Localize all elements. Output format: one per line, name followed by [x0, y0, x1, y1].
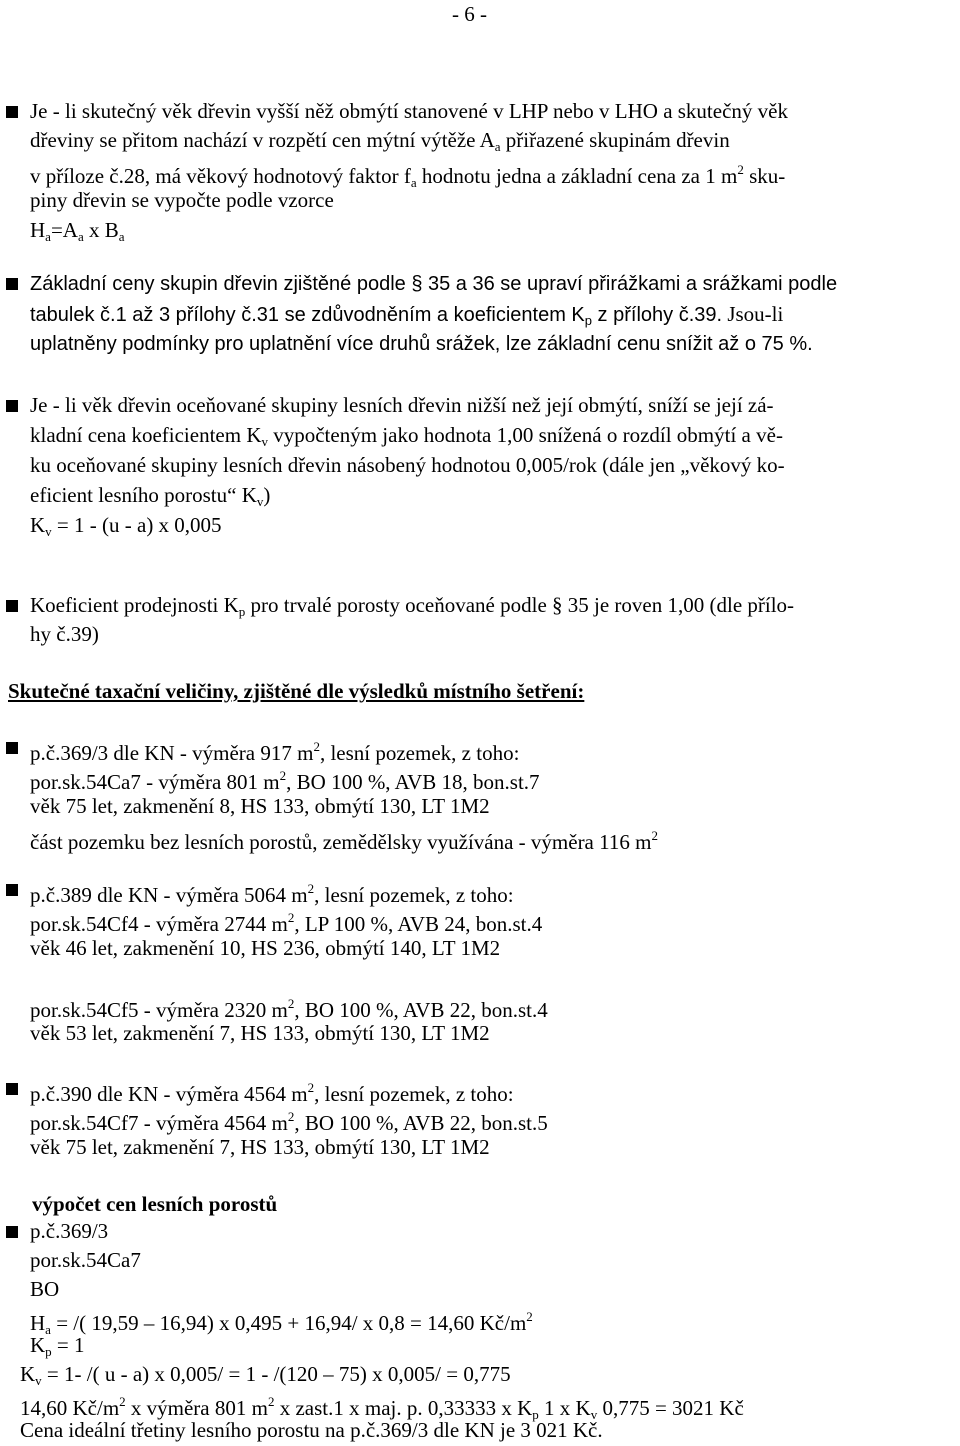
paragraph-2-line-1: Základní ceny skupin dřevin zjištěné podle § 35 a 36 se upraví přirážkami a srážkami podle — [30, 273, 838, 295]
calc-final-price: Cena ideální třetiny lesního porostu na p.č.369/3 dle KN je 3 021 Kč. — [20, 1418, 603, 1442]
calc-ha-formula: $H_a$ = /( 19,59 – 16,94) x 0,495 + 16,94/ x 0,8 = 14,60 $Kč/m^2$ — [30, 1309, 533, 1337]
calc-kv-formula: $K_v = 1-$ /( u - a) x 0,005/ = 1 - /(120 – 75) x 0,005/ = 0,775 — [20, 1362, 511, 1388]
calc-parcel: p.č.369/3 — [30, 1219, 109, 1243]
item-2-line-1: p.č.389 dle KN - výměra 5064 $m^2$, lesní pozemek, z toho: — [30, 881, 514, 907]
item-1-line-2: por.sk.54Ca7 - výměra 801 $m^2$, BO 100 %, AVB 18, bon.st.7 — [30, 768, 540, 794]
item-3-line-3: věk 75 let, zakmenění 7, HS 133, obmýtí 130, LT 1M2 — [30, 1135, 490, 1159]
paragraph-4-line-1: Koeficient prodejnosti $K_p$ pro trvalé porosty oceňované podle § 35 je roven 1,00 (dle přílo- — [30, 593, 795, 619]
paragraph-4-line-2: hy č.39) — [30, 622, 99, 646]
bullet-icon — [6, 278, 18, 290]
paragraph-1-line-1: Je - li skutečný věk dřevin vyšší něž obmýtí stanovené v LHP nebo v LHO a skutečný věk — [30, 99, 788, 123]
calc-kp-formula: $K_p = 1$ — [30, 1333, 85, 1359]
bullet-icon — [6, 106, 18, 118]
calc-stand: por.sk.54Ca7 — [30, 1248, 141, 1272]
bullet-icon — [6, 600, 18, 612]
item-1-line-4: část pozemku bez lesních porostů, zemědělsky využívána - výměra 116 $m^2$ — [30, 828, 658, 854]
bullet-icon — [6, 400, 18, 412]
bullet-icon — [6, 1083, 18, 1095]
paragraph-1-line-4: piny dřevin se vypočte podle vzorce — [30, 188, 334, 212]
item-2-line-5: věk 53 let, zakmenění 7, HS 133, obmýtí 130, LT 1M2 — [30, 1021, 490, 1045]
calc-heading: výpočet cen lesních porostů — [32, 1192, 278, 1216]
paragraph-3-line-4: eficient lesního porostu“ $K_v$) — [30, 483, 271, 509]
calc-result: 14,60 $Kč/m^2$ x výměra 801 $m^2$ x zast.1 x maj. p. 0,33333 x $K_p$ 1 x $K_v$ 0,775 = 3021 Kč — [20, 1394, 744, 1422]
paragraph-2-line-2: tabulek č.1 až 3 přílohy č.31 se zdůvodněním a koeficientem $K_p$ z přílohy č.39. Jsou-li — [30, 302, 784, 328]
item-2-line-4: por.sk.54Cf5 - výměra 2320 $m^2$, BO 100 %, AVB 22, bon.st.4 — [30, 996, 548, 1022]
paragraph-3-line-1: Je - li věk dřevin oceňované skupiny lesních dřevin nižší než její obmýtí, sníží se její zá- — [30, 393, 774, 417]
formula-kv: $K_v = 1 - (u - a)$ x 0,005 — [30, 513, 222, 539]
bullet-icon — [6, 742, 18, 754]
paragraph-3-line-3: ku oceňované skupiny lesních dřevin násobený hodnotou 0,005/rok (dále jen „věkový ko- — [30, 453, 785, 477]
item-3-line-2: por.sk.54Cf7 - výměra 4564 $m^2$, BO 100 %, AVB 22, bon.st.5 — [30, 1109, 548, 1135]
item-2-line-3: věk 46 let, zakmenění 10, HS 236, obmýtí 140, LT 1M2 — [30, 936, 501, 960]
calc-species: BO — [30, 1277, 60, 1301]
paragraph-1-line-3: v příloze č.28, má věkový hodnotový faktor $f_a$ hodnotu jedna a základní cena za 1 $m^2$ sku- — [30, 162, 786, 190]
paragraph-2-line-3: uplatněny podmínky pro uplatnění více druhů srážek, lze základní cenu snížit až o 75 %. — [30, 333, 813, 355]
item-1-line-1: p.č.369/3 dle KN - výměra 917 $m^2$, lesní pozemek, z toho: — [30, 739, 520, 765]
bullet-icon — [6, 884, 18, 896]
item-3-line-1: p.č.390 dle KN - výměra 4564 $m^2$, lesní pozemek, z toho: — [30, 1080, 514, 1106]
paragraph-1-line-2: dřeviny se přitom nachází v rozpětí cen mýtní výtěže $A_a$ přiřazené skupinám dřevin — [30, 128, 730, 154]
section-heading: Skutečné taxační veličiny, zjištěné dle výsledků místního šetření: — [8, 679, 585, 703]
item-2-line-2: por.sk.54Cf4 - výměra 2744 $m^2$, LP 100 %, AVB 24, bon.st.4 — [30, 910, 543, 936]
bullet-icon — [6, 1226, 18, 1238]
paragraph-3-line-2: kladní cena koeficientem $K_v$ vypočteným jako hodnota 1,00 snížená o rozdíl obmýtí a vě- — [30, 423, 783, 449]
page-number: - 6 - — [452, 2, 487, 26]
formula-ha: $H_a=A_a$ x $B_a$ — [30, 218, 125, 244]
item-1-line-3: věk 75 let, zakmenění 8, HS 133, obmýtí 130, LT 1M2 — [30, 794, 490, 818]
